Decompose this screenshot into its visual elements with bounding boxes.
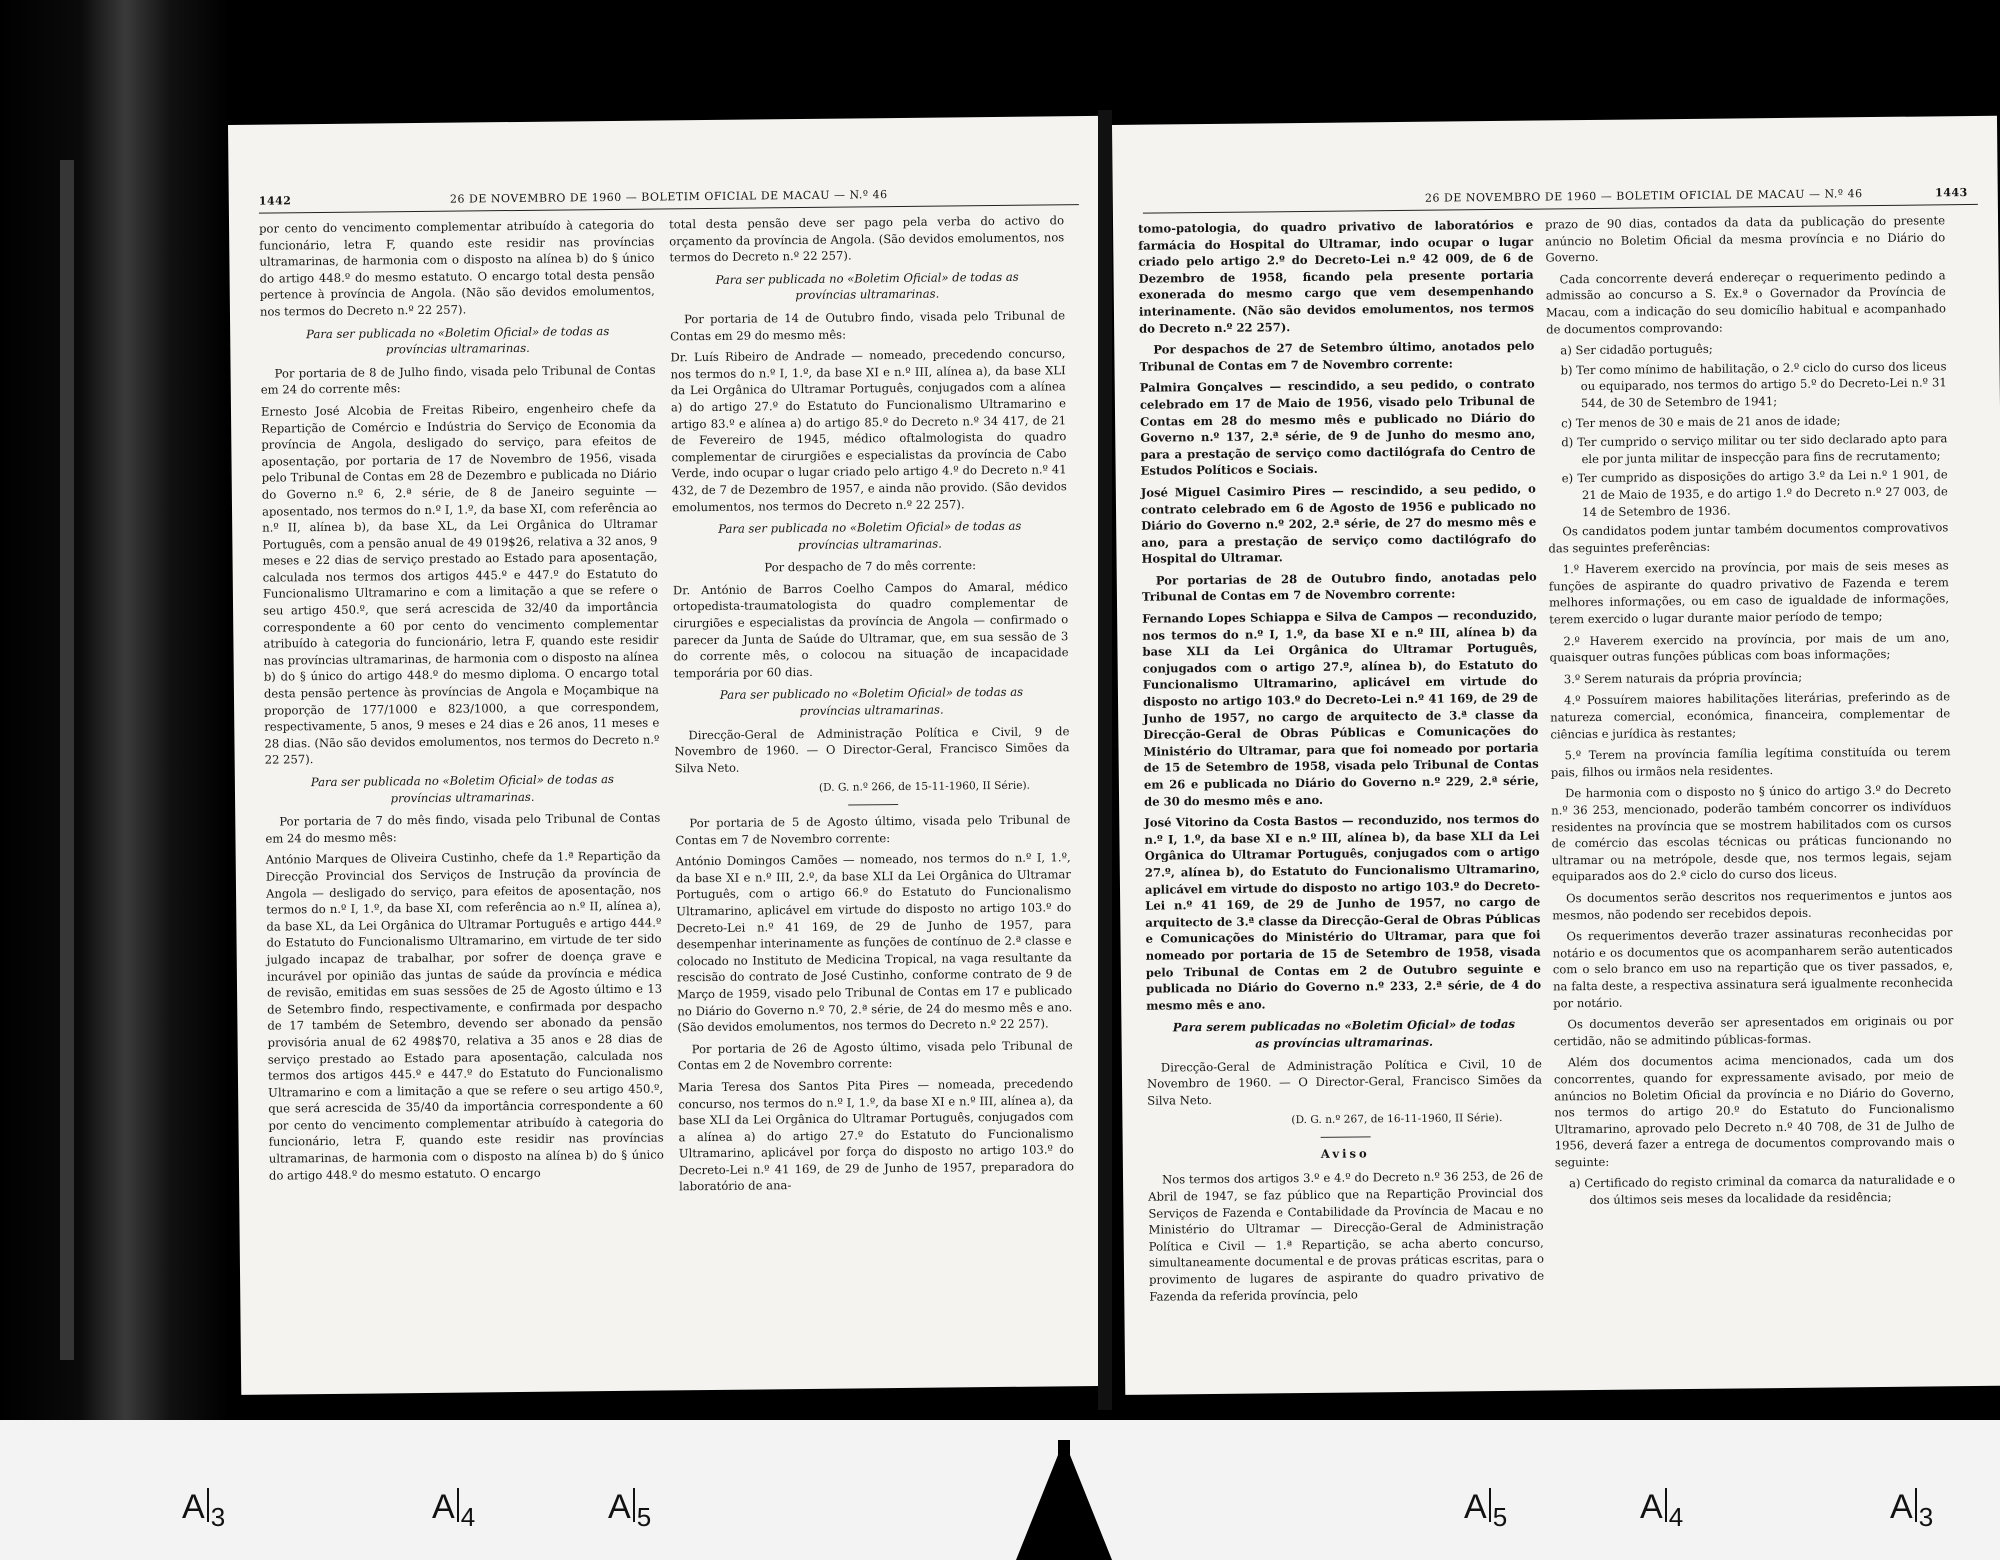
- book-edge: [60, 160, 74, 1360]
- paragraph: Por portaria de 26 de Agosto último, visada pelo Tribunal de Contas em 2 de Novembro corrente:: [677, 1037, 1073, 1073]
- strip-center-bar: [1058, 1440, 1070, 1560]
- signature-paragraph: Direcção-Geral de Administração Política e Civil, 9 de Novembro de 1960. — O Director-Geral, Francisco Simões da Silva Neto.: [674, 723, 1070, 776]
- paragraph: Além dos documentos acima mencionados, cada um dos concorrentes, quando for expressamente avisado, por meio de anúncios no Boletim Oficial da província e no Diário do Governo, nos termos do artigo 20.º do Estatuto do Funcionalismo Ultramarino, aprovado pelo Decreto n.º 40 708, de 31 de Julho de 1956, deverá fazer a entrega de documentos comprovando mais o seguinte:: [1553, 1051, 1955, 1170]
- right-column-2: [1545, 212, 1955, 1212]
- left-column-1: [259, 217, 664, 1189]
- publication-note: Para ser publicada no «Boletim Oficial» de todas as províncias ultramarinas.: [306, 323, 610, 357]
- frame-mark: A $_4$: [432, 1488, 476, 1532]
- paragraph: Ernesto José Alcobia de Freitas Ribeiro, engenheiro chefe da Repartição de Comércio e Indústria do Serviço de Economia da província de Angola, desligado do serviço, para efeitos de aposentação, por portaria de 17 de Novembro de 1956, visada pelo Tribunal de Contas em 28 de Dezembro e publicada no Diário do Governo n.º 6, 2.ª série, de 8 de Janeiro seguinte — aposentado, nos termos do n.º I, 1.º, da base XI, com referência ao n.º II, alínea b), da base XL, da Lei Orgânica do Ultramar Português, com a pensão anual de 49 019$26, relativa a 32 anos, 9 meses e 22 dias de serviço prestado ao Estado para aposentação, calculada nos termos dos artigos 445.º e 447.º do Estatuto do Funcionalismo Ultramarino e com a limitação a que se refere o seu artigo 450.º, que será acrescida de 32/40 da importância correspondente a 60 por cento do vencimento complementar atribuído à categoria do funcionário, letra F, quando este residir nas províncias ultramarinas, de harmonia com o disposto na alínea b) do § único do artigo 448.º do mesmo diploma. O encargo total desta pensão pertence às províncias de Angola e Moçambique na proporção de 177/1000 e 823/1000, a que correspondem, respectivamente, 5 anos, 9 meses e 24 dias e 26 anos, 11 meses e 28 dias. (Não são devidos emolumentos, nos termos do Decreto n.º 22 257).: [260, 400, 660, 768]
- right-column-1: [1138, 217, 1544, 1310]
- list-item: d) Ter cumprido o serviço militar ou ter sido declarado apto para ele por junta militar de inspecção para fins de recrutamento;: [1561, 431, 1948, 466]
- publication-note: Para serem publicadas no «Boletim Oficial» de todas as províncias ultramarinas.: [1172, 1017, 1516, 1051]
- paragraph: António Domingos Camões — nomeado, nos termos do n.º I, 1.º, da base XI e n.º III, 2.º, da base XLI da Lei Orgânica do Ultramar Português, com o artigo 66.º do Estatuto do Funcionalismo Ultramarino, aplicável em virtude do disposto no artigo 103.º do Decreto-Lei n.º 41 169, de 29 de Junho de 1957, para desempenhar interinamente as funções de contínuo de 2.ª classe e colocado no Instituto de Medicina Tropical, na vaga resultante da rescisão do contrato de José Custinho, conforme contrato de 9 de Março de 1959, visado pelo Tribunal de Contas em 17 e publicado no Diário do Governo n.º 70, 2.ª série, de 24 do mesmo mês e ano. (São devidos emolumentos, nos termos do Decreto n.º 22 257).: [675, 850, 1073, 1035]
- paragraph: Por portaria de 7 do mês findo, visada pelo Tribunal de Contas em 24 do mesmo mês:: [265, 810, 661, 846]
- paragraph: António Marques de Oliveira Custinho, chefe da 1.ª Repartição da Direcção Provincial dos Serviços de Instrução da província de Angola — desligado do serviço, para efeitos de aposentação, nos termos do n.º I, 1.º, da base XI, com referência ao n.º II, alínea a), da base XL, da Lei Orgânica do Ultramar Português e artigo 444.º do Estatuto do Funcionalismo Ultramarino, em virtude de ter sido julgado incapaz de trabalhar, por sofrer de doença grave e incurável por opinião das juntas de saúde da província e médica de revisão, emitidas em suas sessões de 25 de Agosto último e 13 de Setembro findo, respectivamente, e confirmada por despacho de 17 também de Setembro, devendo ser abonado da pensão provisória anual de 62 498$70, relativa a 35 anos e 28 dias de serviço prestado ao Estado para aposentação, calculada nos termos dos artigos 445.º e 447.º do Estatuto do Funcionalismo Ultramarino e com a limitação a que se refere o seu artigo 450.º, que será acrescida de 35/40 da importância correspondente a 60 por cento do vencimento complementar atribuído à categoria do funcionário, letra F, quando este residir nas províncias ultramarinas, de harmonia com o disposto na alínea b) do § único do artigo 448.º do mesmo estatuto. O encargo: [265, 848, 664, 1183]
- paragraph: Nos termos dos artigos 3.º e 4.º do Decreto n.º 36 253, de 26 de Abril de 1947, se faz público que na Repartição Provincial dos Serviços de Fazenda e Contabilidade da Província de Macau e no Ministério do Ultramar — Direcção-Geral de Administração Política e Civil — 1.ª Repartição, se acha aberto concurso, simultaneamente documental e de provas práticas escritas, para o provimento de lugares de aspirante do quadro privativo de Fazenda da referida província, pelo: [1148, 1169, 1545, 1304]
- publication-note: Para ser publicada no «Boletim Oficial» de todas as províncias ultramarinas.: [715, 269, 1019, 303]
- running-header: 26 DE NOVEMBRO DE 1960 — BOLETIM OFICIAL DE MACAU — N.º 46: [449, 188, 888, 206]
- paragraph: Por portaria de 8 de Julho findo, visada pelo Tribunal de Contas em 24 do corrente mês:: [260, 362, 656, 398]
- diario-reference: (D. G. n.º 266, de 15-11-1960, II Série).: [818, 780, 1031, 795]
- list-item: c) Ter menos de 30 e mais de 21 anos de idade;: [1561, 412, 1841, 430]
- paragraph: Por despachos de 27 de Setembro último, anotados pelo Tribunal de Contas em 7 de Novembro corrente:: [1139, 338, 1535, 374]
- left-page: [228, 116, 1111, 1395]
- left-column-2: [669, 212, 1074, 1200]
- paragraph: Os documentos serão descritos nos requerimentos e juntos aos mesmos, não podendo ser recebidos depois.: [1552, 887, 1953, 922]
- list-item: a) Certificado do registo criminal da comarca da naturalidade e o dos últimos seis meses da localidade da residência;: [1569, 1172, 1956, 1208]
- paragraph: Fernando Lopes Schiappa e Silva de Campos — reconduzido, nos termos do n.º I, 1.º, da base XI e n.º III, alínea b) da base XLI da Lei Orgânica do Ultramar Português, conjugados com o artigo 27.º, alínea b), do Estatuto do Funcionalismo Ultramarino, aplicável em virtude do disposto no artigo 103.º do Decreto-Lei n.º 41 169, de 29 de Junho de 1957, no cargo de arquitecto de 3.ª classe da Direcção-Geral de Obras Públicas e Comunicações do Ministério do Ultramar, para que foi nomeado por portaria de 15 de Setembro de 1958, visada pelo Tribunal de Contas em 26 e publicada no Diário do Governo n.º 229, 2.ª série, de 30 do mesmo mês e ano.: [1142, 607, 1539, 809]
- paragraph: Os candidatos podem juntar também documentos comprovativos das seguintes preferências:: [1548, 520, 1949, 556]
- right-page: [1112, 116, 2000, 1395]
- list-item: e) Ter cumprido as disposições do artigo 3.º da Lei n.º 1 901, de 21 de Maio de 1935, e do artigo 1.º do Decreto n.º 27 003, de 14 de Setembro de 1936.: [1561, 467, 1948, 519]
- signature-paragraph: Direcção-Geral de Administração Política e Civil, 10 de Novembro de 1960. — O Director-Geral, Francisco Simões da Silva Neto.: [1146, 1056, 1543, 1108]
- list-item: b) Ter como mínimo de habilitação, o 2.º ciclo do curso dos liceus ou equiparado, nos termos do artigo 5.º do Decreto-Lei n.º 31 544, de 30 de Setembro de 1941;: [1560, 359, 1947, 411]
- paragraph: Por portaria de 5 de Agosto último, visada pelo Tribunal de Contas em 7 de Novembro corrente:: [675, 812, 1071, 847]
- frame-mark: A $_5$: [1464, 1488, 1508, 1532]
- paragraph: Por portaria de 14 de Outubro findo, visada pelo Tribunal de Contas em 29 do mesmo mês:: [670, 308, 1066, 343]
- microfilm-strip: [0, 1420, 2000, 1560]
- paragraph: Dr. António de Barros Coelho Campos do Amaral, médico ortopedista-traumatologista do quadro complementar de cirurgiões e especialistas da província de Angola — confirmado o parecer da Junta de Saúde do Ultramar, que, em sua sessão de 3 do corrente mês, o colocou na situação de incapacidade temporária por 60 dias.: [672, 579, 1069, 681]
- section-divider: [1320, 1136, 1370, 1138]
- scanner-left-shadow: [0, 0, 228, 1420]
- header-rule: [1143, 204, 1978, 214]
- list-item: a) Ser cidadão português;: [1560, 341, 1713, 358]
- paragraph: José Vitorino da Costa Bastos — reconduzido, nos termos do n.º I, 1.º, da base XI e n.º III, alínea b), da base XLI da Lei Orgânica do Ultramar Português, conjugados com o artigo 27.º, alínea b), do Estatuto do Funcionalismo Ultramarino, aplicável em virtude do disposto no artigo 103.º do Decreto-Lei n.º 41 169, de 29 de Junho de 1957, no cargo de arquitecto de 3.ª classe da Direcção-Geral de Obras Públicas e Comunicações do Ministério do Ultramar, para que foi nomeado por portaria de 15 de Setembro de 1958, visada pelo Tribunal de Contas em 2 de Outubro seguinte e publicada no Diário do Governo n.º 233, 2.ª série, de 4 do mesmo mês e ano.: [1144, 811, 1542, 1013]
- page-header: [1143, 186, 1978, 205]
- frame-mark: A $_3$: [1890, 1488, 1934, 1532]
- page-number: 1443: [1935, 186, 1968, 200]
- paragraph: Maria Teresa dos Santos Pita Pires — nomeada, precedendo concurso, nos termos do n.º I, 1.º, da base XI e n.º III, alínea a), da base XLI da Lei Orgânica do Ultramar Português, conjugados com a alínea a) do artigo 27.º do Estatuto do Funcionalismo Ultramarino, aplicável por força do disposto no artigo 103.º do Decreto-Lei n.º 41 169, de 29 de Junho de 1957, preparadora do laboratório de ana-: [678, 1076, 1075, 1194]
- preference-item: 2.º Haverem exercido na província, por mais de um ano, quaisquer outras funções públicas com boas informações;: [1549, 629, 1950, 665]
- frame-mark: A $_4$: [1640, 1488, 1684, 1532]
- paragraph: por cento do vencimento complementar atribuído à categoria do funcionário, letra F, quando este residir nas províncias ultramarinas, de harmonia com o disposto na alínea b) do § único do artigo 448.º do mesmo estatuto. O encargo total desta pensão pertence à província de Angola. (Não são devidos emolumentos, nos termos do Decreto n.º 22 257).: [259, 217, 655, 319]
- paragraph: total desta pensão deve ser pago pela verba do activo do orçamento da província de Angola. (São devidos emolumentos, nos termos do Decreto n.º 22 257).: [668, 213, 1065, 265]
- diario-reference: (D. G. n.º 267, de 16-11-1960, II Série).: [1291, 1112, 1503, 1127]
- paragraph: Por portarias de 28 de Outubro findo, anotadas pelo Tribunal de Contas em 7 de Novembro corrente:: [1141, 569, 1537, 605]
- preference-item: 4.º Possuírem maiores habilitações literárias, preferindo as de natureza comercial, económica, financeira, complementar de ciências e jurídica às restantes;: [1550, 689, 1951, 742]
- paragraph: Por despacho de 7 do mês corrente:: [764, 558, 977, 575]
- preference-item: 3.º Serem naturais da própria província;: [1563, 669, 1803, 687]
- preference-item: 1.º Haverem exercido na província, por mais de seis meses as funções de aspirante do quadro privativo de Fazenda e terem melhores informações, ou em caso de igualdade de informações, terem exercido o lugar durante maior período de tempo;: [1548, 558, 1950, 627]
- section-divider: [848, 804, 898, 806]
- paragraph: De harmonia com o disposto no § único do artigo 3.º do Decreto n.º 36 253, mencionado, poderão também concorrer os indivíduos residentes na província que se mostrem habilitados com os cursos de comércio das escolas técnicas ou práticas funcionando no ultramar ou na metrópole, desde que, nos termos legais, sejam equiparados aos do 2.º ciclo do curso dos liceus.: [1551, 782, 1952, 884]
- paragraph: Dr. Luís Ribeiro de Andrade — nomeado, precedendo concurso, nos termos do n.º I, 1.º, da base XI e n.º III, alínea a), da base XLI da Lei Orgânica do Ultramar Português, conjugados com a alínea a) do artigo 27.º do Estatuto do Funcionalismo Ultramarino e artigo 83.º e alínea a) do artigo 85.º do Decreto n.º 34 417, de 21 de Fevereiro de 1945, médico oftalmologista do quadro complementar de cirurgiões e especialistas da província de Cabo Verde, indo ocupar o lugar criado pelo artigo 4.º do Decreto n.º 41 432, de 7 de Dezembro de 1957, e ainda não provido. (São devidos emolumentos, nos termos do Decreto n.º 22 257).: [670, 346, 1067, 514]
- paragraph: José Miguel Casimiro Pires — rescindido, a seu pedido, o contrato celebrado em 6 de Agosto de 1956 e publicado no Diário do Governo n.º 202, 2.ª série, de 27 do mesmo mês e ano, para a prestação de serviço como dactilógrafo do Hospital do Ultramar.: [1140, 481, 1537, 566]
- paragraph: prazo de 90 dias, contados da data da publicação do presente anúncio no Boletim Oficial da mesma província e no Diário do Governo.: [1544, 213, 1946, 265]
- publication-note: Para ser publicado no «Boletim Oficial» de todas as províncias ultramarinas.: [719, 685, 1024, 719]
- publication-note: Para ser publicada no «Boletim Oficial» de todas as províncias ultramarinas.: [718, 518, 1022, 552]
- paragraph: Cada concorrente deverá endereçar o requerimento pedindo a admissão ao concurso a S. Ex.ª o Governador da Província de Macau, com a indicação do seu domicílio habitual e acompanhado de documentos comprovando:: [1545, 268, 1947, 337]
- binding-gutter: [1098, 110, 1112, 1410]
- preference-item: 5.º Terem na província família legítima constituída ou terem pais, filhos ou irmãos nela residentes.: [1550, 744, 1951, 780]
- page-number: 1442: [258, 194, 292, 208]
- paragraph: Os requerimentos deverão trazer assinaturas reconhecidas por notário e os documentos que os acompanharem serão autenticados com o selo branco em uso na repartição que os tiver passados, e, na falta deste, a respectiva assinatura será igualmente reconhecida por notário.: [1552, 925, 1954, 1010]
- frame-mark: A $_3$: [182, 1488, 226, 1532]
- publication-note: Para ser publicada no «Boletim Oficial» de todas as províncias ultramarinas.: [310, 771, 615, 805]
- running-header: 26 DE NOVEMBRO DE 1960 — BOLETIM OFICIAL DE MACAU — N.º 46: [1424, 187, 1863, 205]
- paragraph: Os documentos deverão ser apresentados em originais ou por certidão, não se admitindo públicas-formas.: [1553, 1013, 1954, 1049]
- frame-mark: A $_5$: [608, 1488, 652, 1532]
- paragraph: Palmira Gonçalves — rescindido, a seu pedido, o contrato celebrado em 17 de Maio de 1956, visado pelo Tribunal de Contas em 28 do mesmo mês e publicado no Diário do Governo n.º 137, 2.ª série, de 9 de Junho do mesmo ano, para a prestação de serviço como dactilógrafa do Centro de Estudos Políticos e Sociais.: [1139, 376, 1536, 479]
- notice-heading: Aviso: [1320, 1146, 1370, 1161]
- paragraph: tomo-patologia, do quadro privativo de laboratórios e farmácia do Hospital do Ultramar, indo ocupar o lugar criado pelo artigo 2.º do Decreto-Lei n.º 42 009, de 6 de Dezembro de 1958, ficando pela presente portaria exonerada do mesmo cargo que vem desempenhando interinamente. (Não são devidos emolumentos, nos termos do Decreto n.º 22 257).: [1138, 217, 1535, 336]
